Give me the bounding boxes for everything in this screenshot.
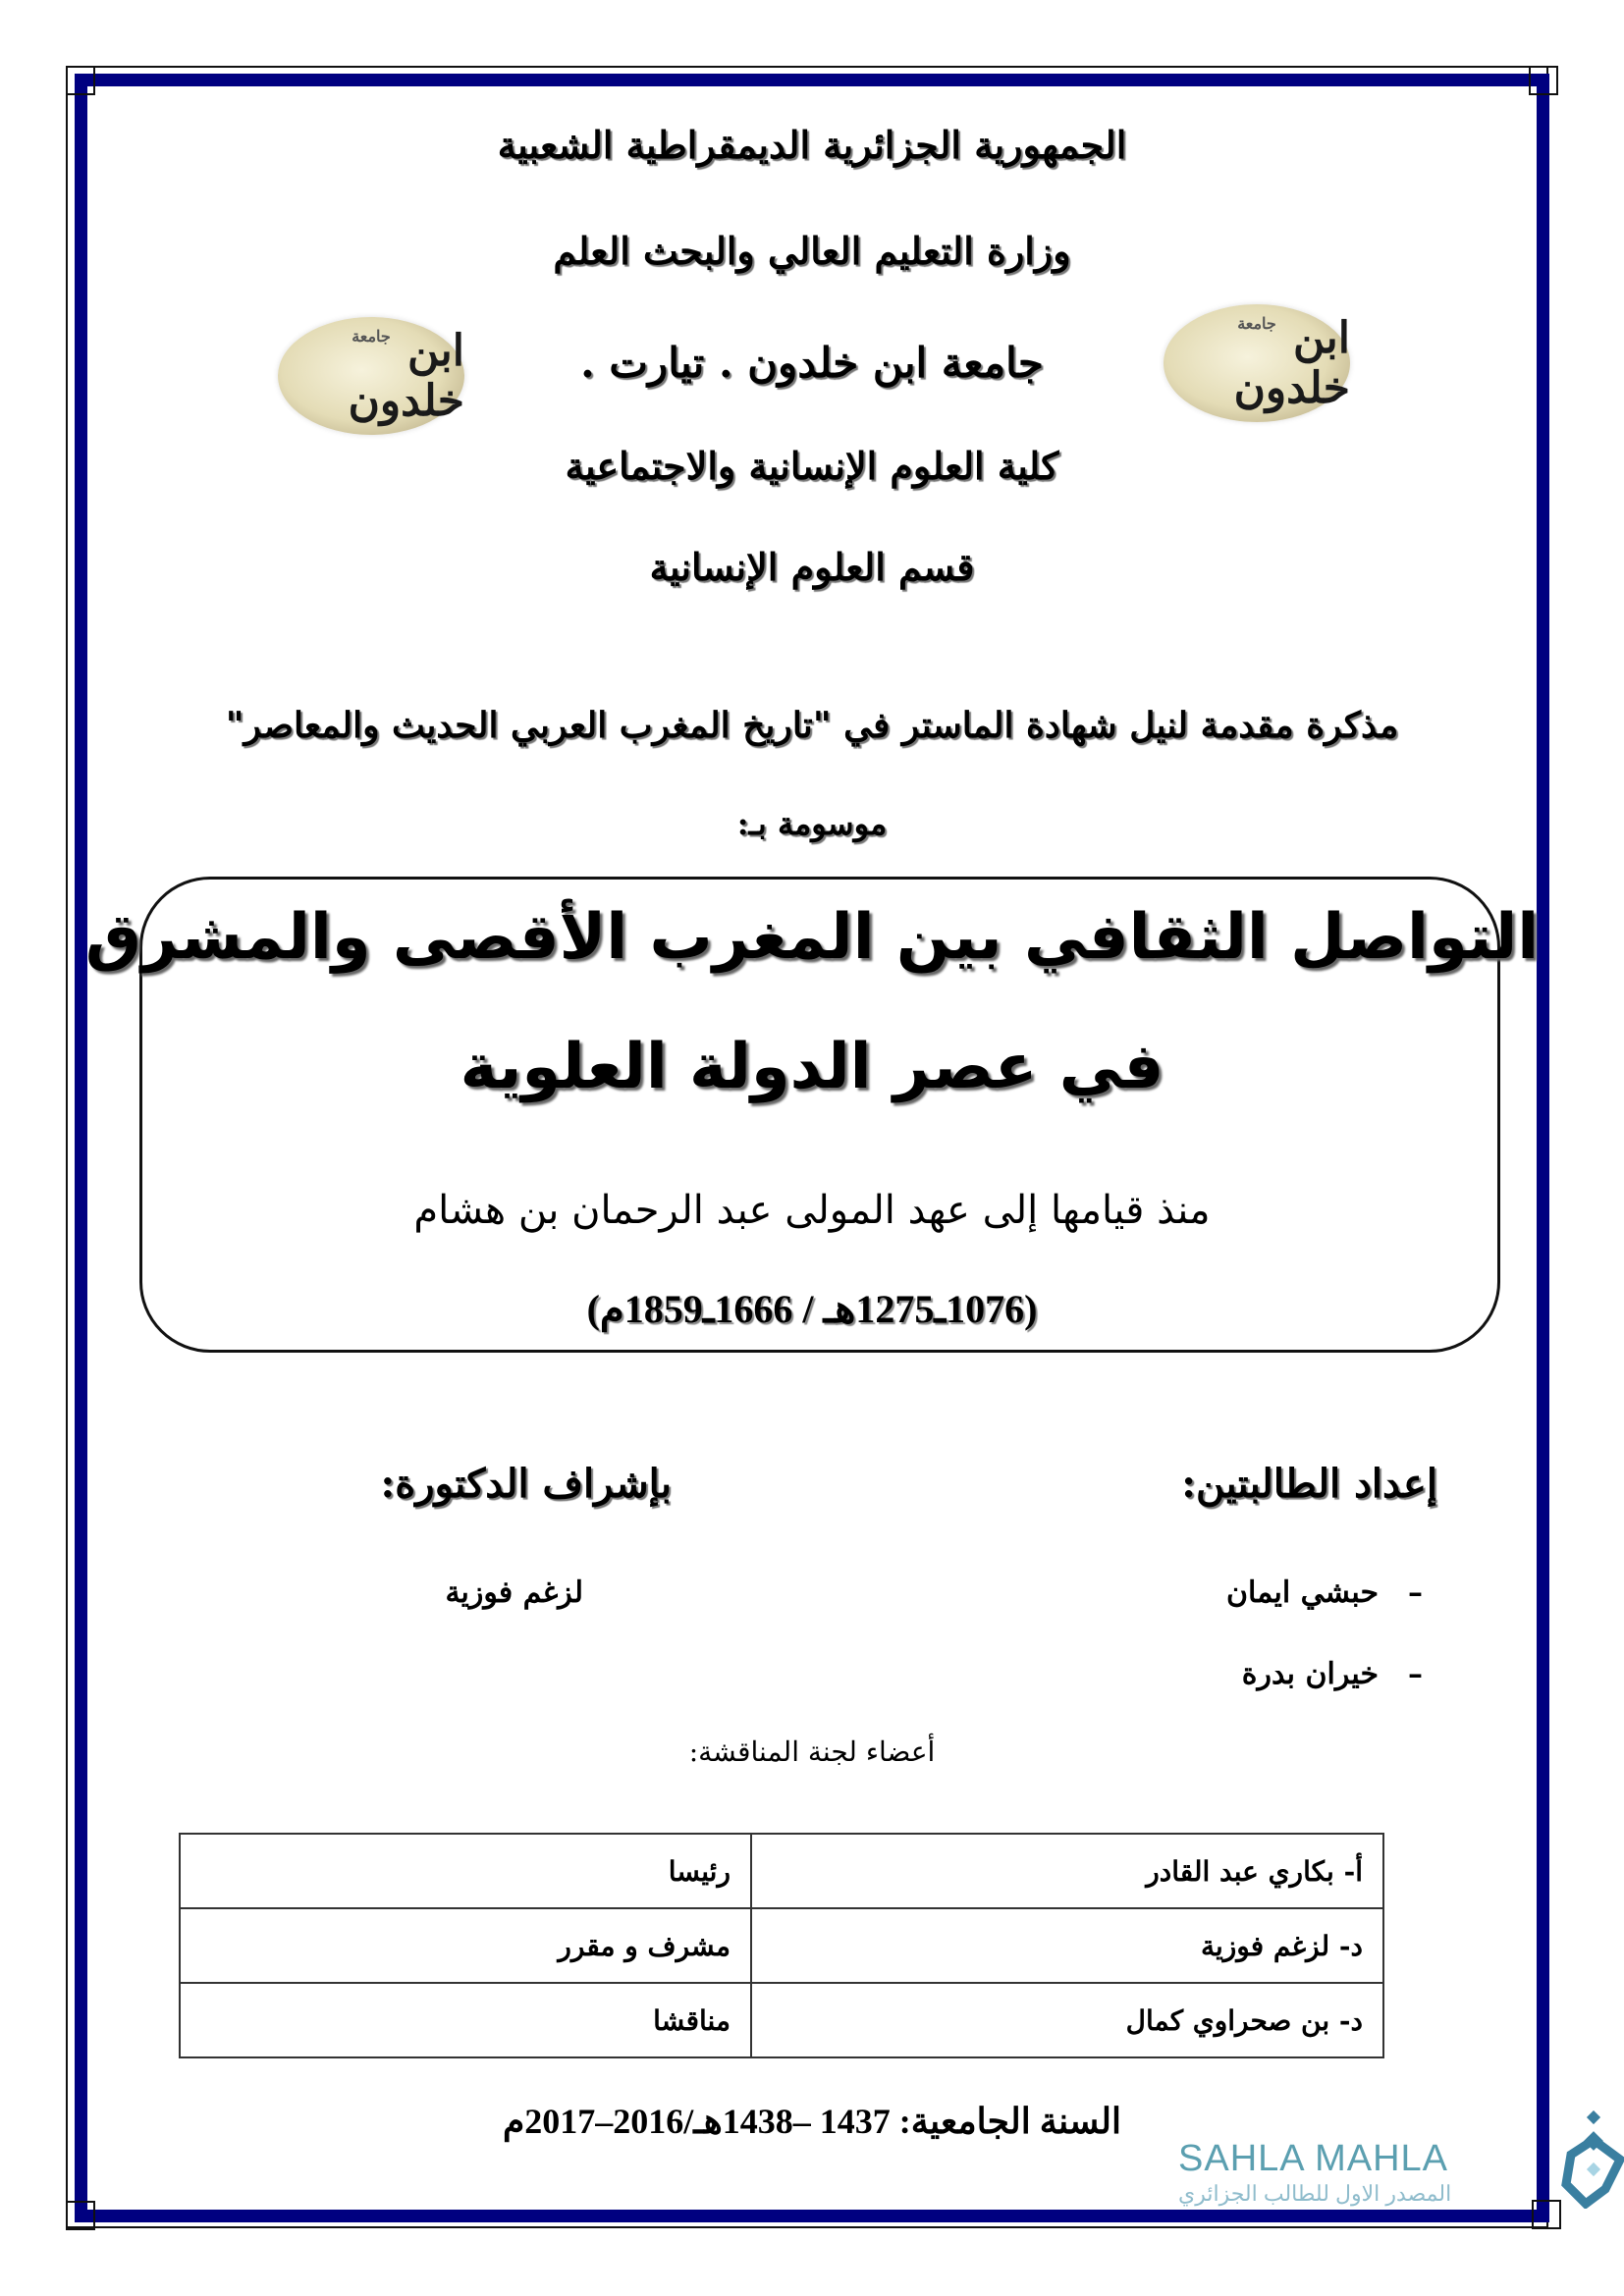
frame-corner-ornament bbox=[1532, 2200, 1561, 2229]
students-label: إعداد الطالبتين: bbox=[1181, 1461, 1437, 1507]
faculty-name: كلية العلوم الإنسانية والاجتماعية bbox=[565, 444, 1059, 488]
academic-year: السنة الجامعية: 1437 –1438هـ/2016–2017م bbox=[502, 2102, 1122, 2141]
watermark bbox=[1178, 2140, 1451, 2207]
committee-member-name: د- لزغم فوزية bbox=[751, 1908, 1383, 1983]
university-name: جامعة ابن خلدون . تيارت . bbox=[580, 339, 1044, 387]
supervisor-label: بإشراف الدكتورة: bbox=[380, 1461, 672, 1507]
titled-by-label: موسومة بـ: bbox=[736, 805, 888, 842]
thesis-title-line2: في عصر الدولة العلوية bbox=[460, 1031, 1164, 1103]
sahla-mahla-logo-icon bbox=[1561, 2110, 1624, 2209]
committee-member-name: أ- بكاري عبد القادر bbox=[751, 1834, 1383, 1908]
committee-member-role: مناقشا bbox=[180, 1983, 751, 2057]
committee-table bbox=[179, 1833, 1384, 2058]
watermark-brand: SAHLA MAHLA bbox=[1178, 2138, 1448, 2179]
seal-text: ابن خلدون bbox=[1233, 313, 1350, 413]
committee-member-role: مشرف و مقرر bbox=[180, 1908, 751, 1983]
committee-label: أعضاء لجنة المناقشة: bbox=[688, 1735, 936, 1768]
committee-member-name: د- بن صحراوي كمال bbox=[751, 1983, 1383, 2057]
frame-corner-ornament bbox=[66, 66, 95, 95]
frame-corner-ornament bbox=[66, 2201, 95, 2230]
republic-name: الجمهورية الجزائرية الديمقراطية الشعبية bbox=[497, 123, 1127, 167]
student-name: –خيران بدرة bbox=[1241, 1657, 1423, 1691]
university-seal-icon: جامعة ابن خلدون bbox=[278, 317, 464, 435]
table-row bbox=[180, 1834, 1383, 1908]
department-name: قسم العلوم الإنسانية bbox=[649, 545, 975, 589]
university-seal-icon: جامعة ابن خلدون bbox=[1164, 304, 1350, 422]
thesis-dates: (1076ـ1275هـ / 1666ـ1859م) bbox=[586, 1287, 1038, 1331]
table-row bbox=[180, 1908, 1383, 1983]
student-name: –حبشي ايمان bbox=[1225, 1575, 1423, 1610]
thesis-intro: مذكرة مقدمة لنيل شهادة الماستر في "تاريخ المغرب العربي الحديث والمعاصر" bbox=[225, 705, 1399, 746]
thesis-subtitle: منذ قيامها إلى عهد المولى عبد الرحمان بن هشام bbox=[413, 1188, 1211, 1233]
watermark-tagline: المصدر الاول للطالب الجزائري bbox=[1178, 2181, 1452, 2206]
frame-corner-ornament bbox=[1529, 66, 1558, 95]
thesis-title-line1: التواصل الثقافي بين المغرب الأقصى والمشرق bbox=[84, 901, 1540, 974]
table-row bbox=[180, 1983, 1383, 2057]
committee-member-role: رئيسا bbox=[180, 1834, 751, 1908]
seal-text: ابن خلدون bbox=[348, 326, 464, 426]
ministry-name: وزارة التعليم العالي والبحث العلم bbox=[553, 229, 1071, 273]
supervisor-name: لزغم فوزية bbox=[445, 1575, 583, 1610]
